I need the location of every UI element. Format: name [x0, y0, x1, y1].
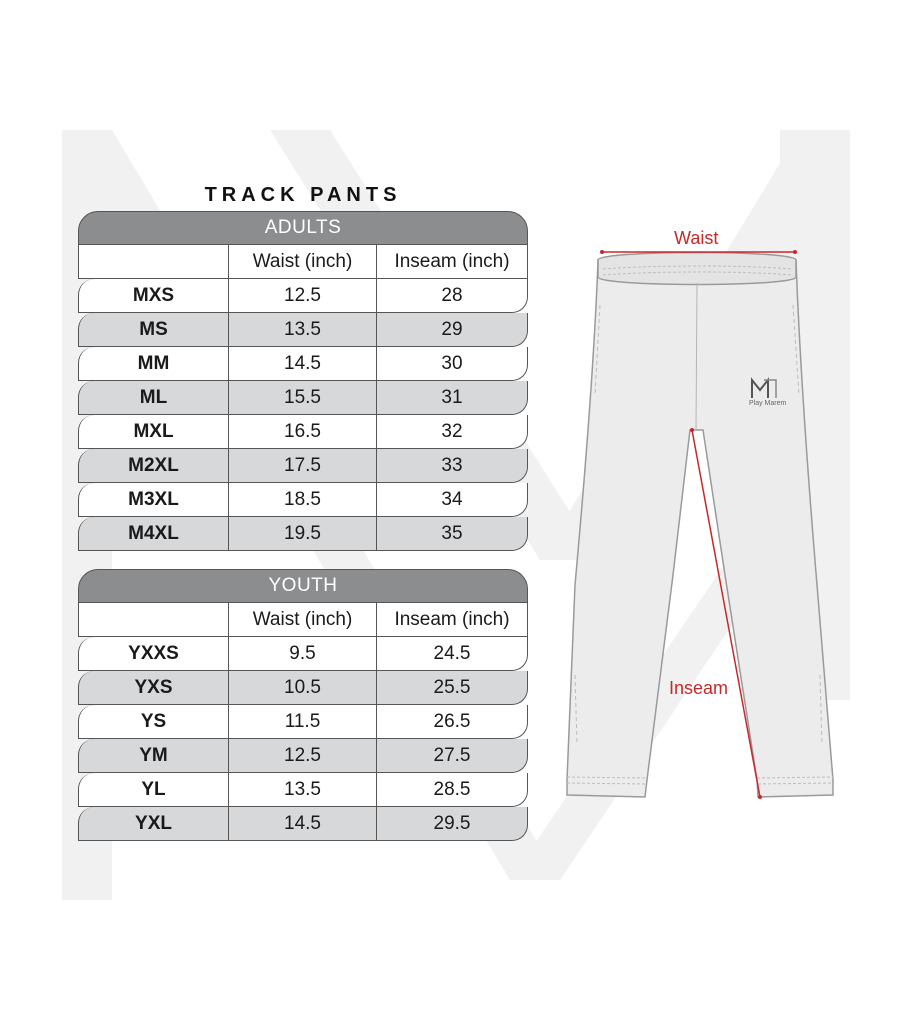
size-cell: MXL: [79, 415, 229, 448]
table-row: [78, 415, 528, 449]
size-cell: YXXS: [79, 637, 229, 670]
size-column-header: [79, 245, 229, 278]
table-row: [78, 483, 528, 517]
table-row: [78, 449, 528, 483]
youth-header: YOUTH: [78, 569, 528, 603]
brand-logo-text: Play Marem: [749, 400, 787, 407]
inseam-cell: 30: [441, 352, 463, 374]
waist-cell: 18.5: [229, 483, 377, 516]
inseam-cell: 24.5: [433, 642, 471, 664]
waist-cell: 12.5: [229, 739, 377, 772]
waist-column-header: Waist (inch): [229, 603, 377, 636]
size-cell: YS: [79, 705, 229, 738]
waist-cell: 13.5: [229, 313, 377, 346]
waist-cell: 12.5: [229, 279, 377, 312]
inseam-column-header: Inseam (inch): [394, 250, 510, 272]
table-row: [78, 381, 528, 415]
waist-cell: 14.5: [229, 347, 377, 380]
adults-size-table: [78, 211, 528, 551]
inseam-column-header: Inseam (inch): [394, 608, 510, 630]
table-row: [78, 705, 528, 739]
size-column-header: [79, 603, 229, 636]
size-cell: MXS: [79, 279, 229, 312]
size-cell: YL: [79, 773, 229, 806]
size-cell: ML: [79, 381, 229, 414]
table-row: [78, 279, 528, 313]
waist-cell: 15.5: [229, 381, 377, 414]
waist-cell: 9.5: [229, 637, 377, 670]
waist-cell: 19.5: [229, 517, 377, 550]
inseam-cell: 34: [441, 488, 463, 510]
pants-outline: [567, 253, 833, 798]
inseam-cell: 27.5: [433, 744, 471, 766]
size-cell: MM: [79, 347, 229, 380]
inseam-cell: 31: [441, 386, 463, 408]
table-row: [78, 517, 528, 551]
size-cell: M3XL: [79, 483, 229, 516]
waist-cell: 17.5: [229, 449, 377, 482]
track-pants-diagram: [555, 225, 855, 810]
waist-cell: 10.5: [229, 671, 377, 704]
inseam-cell: 35: [441, 522, 463, 544]
inseam-cell: 32: [441, 420, 463, 442]
table-row: [78, 637, 528, 671]
table-row: [78, 671, 528, 705]
adults-column-headers: [78, 245, 528, 279]
table-row: [78, 807, 528, 841]
inseam-cell: 25.5: [433, 676, 471, 698]
table-row: [78, 347, 528, 381]
size-cell: M2XL: [79, 449, 229, 482]
youth-size-table: [78, 569, 528, 841]
waist-cell: 16.5: [229, 415, 377, 448]
inseam-cell: 33: [441, 454, 463, 476]
inseam-cell: 28: [441, 284, 463, 306]
waist-cell: 11.5: [229, 705, 377, 738]
youth-column-headers: [78, 603, 528, 637]
size-cell: YM: [79, 739, 229, 772]
table-row: [78, 313, 528, 347]
adults-header: ADULTS: [78, 211, 528, 245]
size-cell: YXL: [79, 807, 229, 840]
inseam-cell: 26.5: [433, 710, 471, 732]
waist-column-header: Waist (inch): [229, 245, 377, 278]
inseam-cell: 29: [441, 318, 463, 340]
table-row: [78, 773, 528, 807]
inseam-label: Inseam: [669, 678, 729, 698]
page-title: TRACK PANTS: [204, 184, 402, 206]
waist-label: Waist: [674, 228, 719, 248]
table-row: [78, 739, 528, 773]
size-cell: M4XL: [79, 517, 229, 550]
waist-cell: 13.5: [229, 773, 377, 806]
size-cell: MS: [79, 313, 229, 346]
size-cell: YXS: [79, 671, 229, 704]
inseam-cell: 29.5: [433, 812, 471, 834]
inseam-cell: 28.5: [433, 778, 471, 800]
waist-cell: 14.5: [229, 807, 377, 840]
